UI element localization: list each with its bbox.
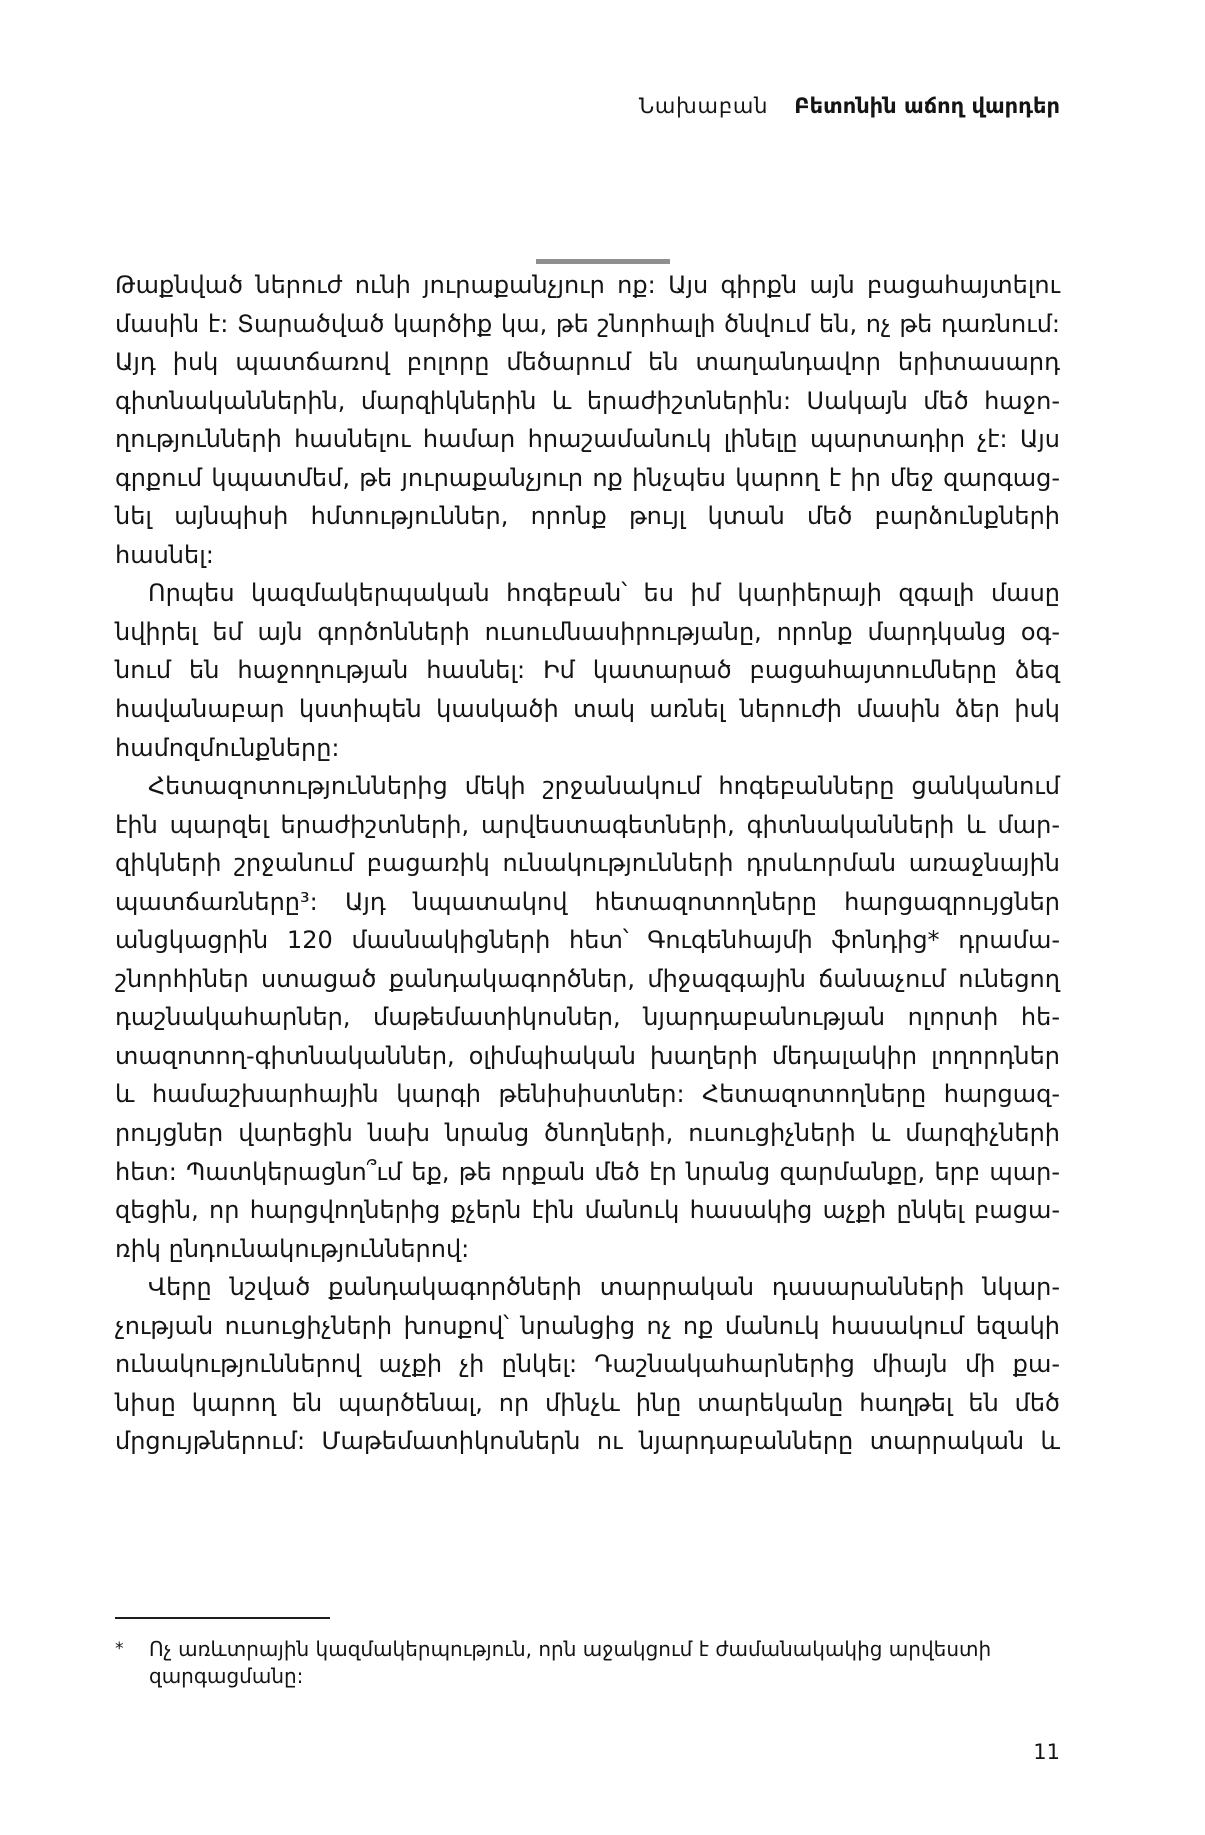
body-text-line: նել այնպիսի հմտություններ, որոնք թույլ կտան մեծ բարձունքների հասնել: bbox=[115, 502, 1060, 569]
body-text-line: գիտնականներին, մարզիկներին և երաժիշտներին: Սակայն մեծ հաջո- bbox=[115, 386, 1060, 415]
body-text-line: նվիրել եմ այն գործոնների ուսումնասիրությանը, որոնք մարդկանց օգ- bbox=[115, 617, 1060, 646]
body-text-line: րույցներ վարեցին նախ նրանց ծնողների, ուսուցիչների և մարզիչների bbox=[115, 1119, 1060, 1148]
body-text-line: Վերը նշված քանդակագործների տարրական դասարանների նկար- bbox=[148, 1273, 1060, 1302]
body-text-line: հետ: Պատկերացնո՞ւմ եք, թե որքան մեծ էր նրանց զարմանքը, երբ պար- bbox=[115, 1157, 1060, 1186]
body-text bbox=[115, 266, 1060, 1461]
body-text-line: ռիկ ընդունակություններով: bbox=[115, 1234, 470, 1263]
body-text-line: պատճառները³: Այդ նպատակով հետազոտողները հարցազրույցներ bbox=[115, 887, 1060, 916]
body-text-line: Թաքնված ներուժ ունի յուրաքանչյուր ոք: Այս գիրքն այն բացահայտելու bbox=[115, 271, 1060, 299]
running-head bbox=[639, 94, 1060, 118]
body-text-line: նում են հաջողության հասնել: Իմ կատարած բացահայտումները ձեզ bbox=[115, 656, 1060, 685]
body-text-line: տազոտող-գիտնականներ, օլիմպիական խաղերի մեդալակիր լողորդներ bbox=[115, 1041, 1060, 1070]
body-text-line: անցկացրին 120 մասնակիցների հետ՝ Գուգենհայմի ֆոնդից* դրամա- bbox=[115, 926, 1060, 955]
body-text-line: նիսը կարող են պարծենալ, որ մինչև ինը տարեկանը հաղթել են մեծ bbox=[115, 1388, 1060, 1417]
body-text-line: Որպես կազմակերպական հոգեբան՝ ես իմ կարիերայի զգալի մասը bbox=[148, 579, 1060, 608]
running-head-section-label: Նախաբան bbox=[638, 94, 769, 118]
body-text-line: շնորհիներ ստացած քանդակագործներ, միջազգային ճանաչում ունեցող bbox=[115, 964, 1060, 993]
body-text-line: համոզմունքները: bbox=[115, 733, 340, 762]
body-text-line: մրցույթներում: Մաթեմատիկոսներն ու նյարդաբանները տարրական և bbox=[115, 1427, 1060, 1456]
footnote-text: Ոչ առևտրային կազմակերպություն, որն աջակցում է ժամանակակից արվեստի զարգացմանը: bbox=[149, 1637, 992, 1688]
body-text-line: էին պարզել երաժիշտների, արվեստագետների, գիտնականների և մար- bbox=[115, 810, 1060, 839]
footnote bbox=[115, 1636, 1060, 1690]
running-head-chapter-title: Բետոնին աճող վարդեր bbox=[794, 94, 1060, 118]
body-text-line: Այդ իսկ պատճառով բոլորը մեծարում են տաղանդավոր երիտասարդ bbox=[115, 348, 1060, 377]
body-text-line: գրքում կպատմեմ, թե յուրաքանչյուր ոք ինչպես կարող է իր մեջ զարգաց- bbox=[115, 463, 1060, 492]
footnote-marker: * bbox=[115, 1639, 124, 1659]
footnote-separator-rule bbox=[115, 1617, 330, 1619]
body-text-line: և համաշխարհային կարգի թենիսիստներ: Հետազոտողները հարցազ- bbox=[115, 1080, 1060, 1109]
body-text-line: ունակություններով աչքի չի ընկել: Դաշնակահարներից միայն մի քա- bbox=[115, 1350, 1060, 1379]
body-text-line: ղությունների հասնելու համար հրաշամանուկ լինելը պարտադիր չէ: Այս bbox=[115, 425, 1060, 454]
page-number: 11 bbox=[1033, 1740, 1060, 1764]
body-text-line: մասին է: Տարածված կարծիք կա, թե շնորհալի ծնվում են, ոչ թե դառնում: bbox=[115, 309, 1060, 338]
body-text-line: չության ուսուցիչների խոսքով՝ նրանցից ոչ ոք մանուկ հասակում եզակի bbox=[115, 1311, 1060, 1340]
body-text-line: զեցին, որ հարցվողներից քչերն էին մանուկ հասակից աչքի ընկել բացա- bbox=[115, 1196, 1060, 1225]
section-divider-rule bbox=[536, 259, 670, 264]
body-text-line: Հետազոտություններից մեկի շրջանակում հոգեբանները ցանկանում bbox=[148, 772, 1060, 801]
body-text-line: զիկների շրջանում բացառիկ ունակությունների դրսևորման առաջնային bbox=[115, 849, 1060, 878]
body-text-line: հավանաբար կստիպեն կասկածի տակ առնել ներուժի մասին ձեր իսկ bbox=[115, 695, 1060, 724]
body-text-line: դաշնակահարներ, մաթեմատիկոսներ, նյարդաբանության ոլորտի հե- bbox=[115, 1003, 1060, 1032]
